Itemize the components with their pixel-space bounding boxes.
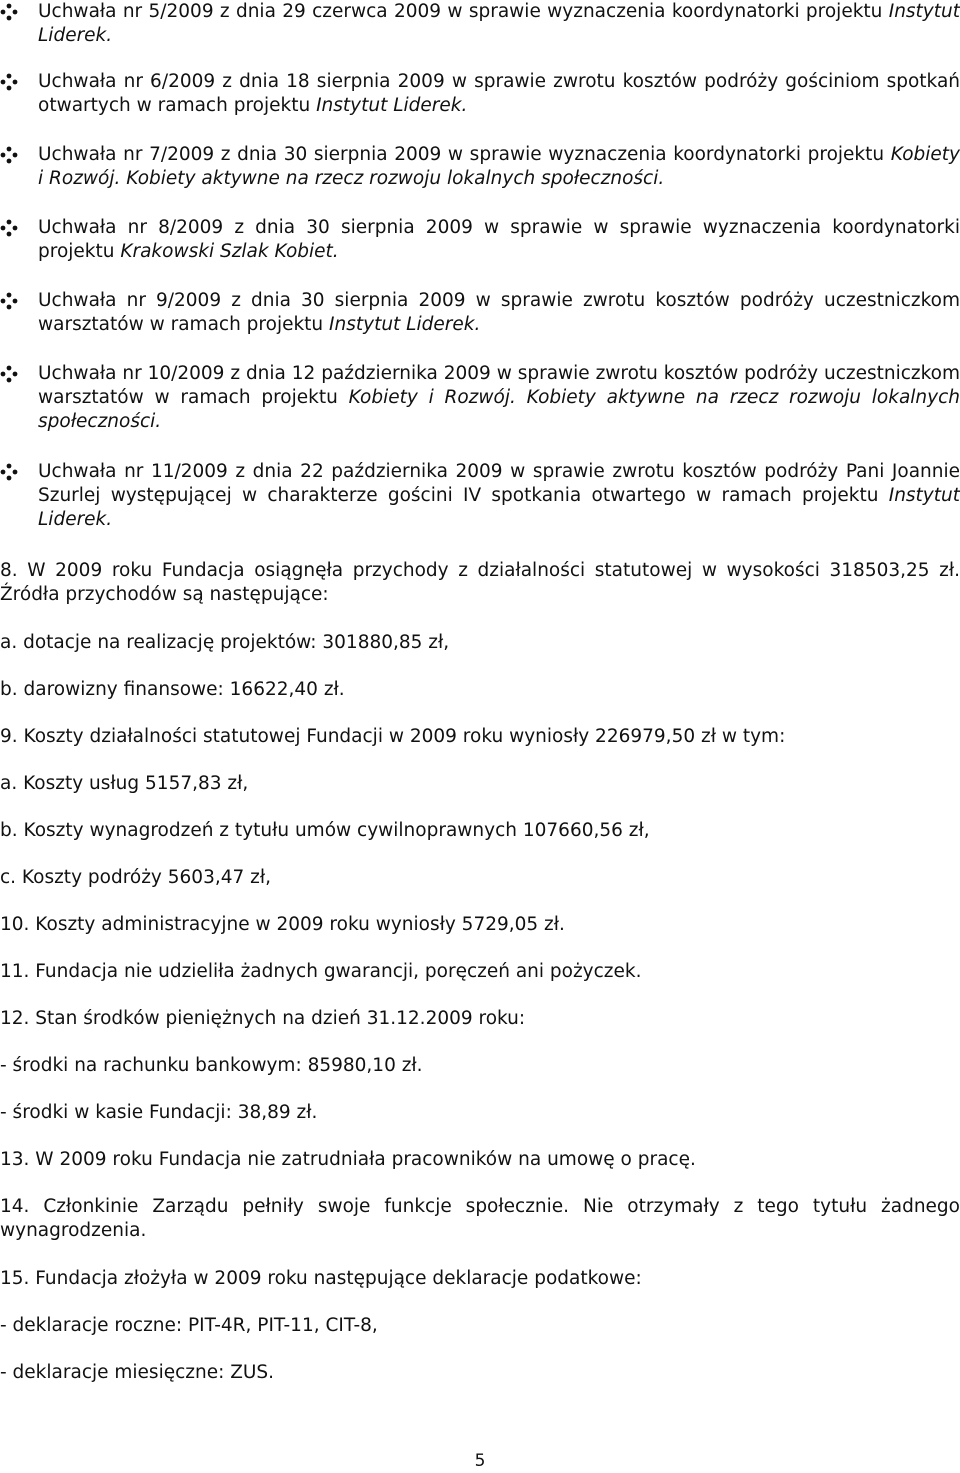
list-item-bank-account: - środki na rachunku bankowym: 85980,10 zł. xyxy=(0,1055,423,1076)
list-item-travel-cost: c. Koszty podróży 5603,47 zł, xyxy=(0,867,271,888)
diamond-dots-icon xyxy=(0,365,18,383)
paragraph-revenue: 8. W 2009 roku Fundacja osiągnęła przychody z działalności statutowej w wysokości 318503,25 zł. Źródła przychodów są następujące: xyxy=(0,560,960,605)
resolution-text: Uchwała nr 8/2009 z dnia 30 sierpnia 2009 w sprawie w sprawie wyznaczenia koordynatorki projektu xyxy=(38,217,960,262)
list-item-annual-declarations: - deklaracje roczne: PIT-4R, PIT-11, CIT-8, xyxy=(0,1315,378,1336)
diamond-dots-icon xyxy=(0,463,18,481)
resolution-text: Uchwała nr 11/2009 z dnia 22 października 2009 w sprawie zwrotu kosztów podróży Pani Joannie Szurlej występującej w charakterze gościni IV spotkania otwartego w ramach projektu xyxy=(38,461,960,506)
resolution-project: Kobiety i Rozwój. Kobiety aktywne na rzecz rozwoju lokalnych społeczności. xyxy=(38,144,960,189)
diamond-dots-icon xyxy=(0,219,18,237)
resolution-project: Instytut Liderek. xyxy=(316,95,468,116)
resolution-text: Uchwała nr 7/2009 z dnia 30 sierpnia 2009 w sprawie wyznaczenia koordynatorki projektu xyxy=(38,144,891,165)
resolution-project: Instytut Liderek. xyxy=(329,314,481,335)
list-item-grants: a. dotacje na realizację projektów: 301880,85 zł, xyxy=(0,632,450,653)
diamond-dots-icon xyxy=(0,3,18,21)
resolution-project: Instytut Liderek. xyxy=(38,485,960,530)
paragraph-admin-costs: 10. Koszty administracyjne w 2009 roku wyniosły 5729,05 zł. xyxy=(0,914,565,935)
list-item-cash-desk: - środki w kasie Fundacji: 38,89 zł. xyxy=(0,1102,318,1123)
list-item-monthly-declarations: - deklaracje miesięczne: ZUS. xyxy=(0,1362,275,1383)
paragraph-costs: 9. Koszty działalności statutowej Fundacji w 2009 roku wyniosły 226979,50 zł w tym: xyxy=(0,726,786,747)
resolution-item xyxy=(0,143,960,191)
resolution-item xyxy=(0,460,960,532)
resolution-text: Uchwała nr 9/2009 z dnia 30 sierpnia 2009 w sprawie zwrotu kosztów podróży uczestniczkom warsztatów w ramach projektu xyxy=(38,290,960,335)
paragraph-board: 14. Członkinie Zarządu pełniły swoje funkcje społecznie. Nie otrzymały z tego tytułu żadnego wynagrodzenia. xyxy=(0,1196,960,1241)
resolution-text: Uchwała nr 6/2009 z dnia 18 sierpnia 2009 w sprawie zwrotu kosztów podróży gościniom spotkań otwartych w ramach projektu xyxy=(38,71,960,116)
resolution-item xyxy=(0,362,960,434)
resolution-text: Uchwała nr 5/2009 z dnia 29 czerwca 2009 w sprawie wyznaczenia koordynatorki projektu xyxy=(38,1,889,22)
resolution-project: Kobiety i Rozwój. Kobiety aktywne na rzecz rozwoju lokalnych społeczności. xyxy=(38,387,960,432)
resolution-text: Uchwała nr 10/2009 z dnia 12 października 2009 w sprawie zwrotu kosztów podróży uczestniczkom warsztatów w ramach projektu xyxy=(38,363,960,408)
diamond-dots-icon xyxy=(0,292,18,310)
resolution-project: Instytut Liderek. xyxy=(38,1,960,46)
list-item-salary-cost: b. Koszty wynagrodzeń z tytułu umów cywilnoprawnych 107660,56 zł, xyxy=(0,820,650,841)
page-number: 5 xyxy=(474,1451,486,1471)
resolution-item xyxy=(0,289,960,337)
resolution-project: Krakowski Szlak Kobiet. xyxy=(120,241,339,262)
diamond-dots-icon xyxy=(0,73,18,91)
list-item-services-cost: a. Koszty usług 5157,83 zł, xyxy=(0,773,249,794)
resolution-item xyxy=(0,216,960,264)
resolution-item xyxy=(0,70,960,118)
paragraph-employment: 13. W 2009 roku Fundacja nie zatrudniała pracowników na umowę o pracę. xyxy=(0,1149,696,1170)
paragraph-cash-state: 12. Stan środków pieniężnych na dzień 31.12.2009 roku: xyxy=(0,1008,526,1029)
diamond-dots-icon xyxy=(0,146,18,164)
resolution-item xyxy=(0,0,960,48)
list-item-donations: b. darowizny finansowe: 16622,40 zł. xyxy=(0,679,345,700)
paragraph-tax-declarations: 15. Fundacja złożyła w 2009 roku następujące deklaracje podatkowe: xyxy=(0,1268,642,1289)
paragraph-guarantees: 11. Fundacja nie udzieliła żadnych gwarancji, poręczeń ani pożyczek. xyxy=(0,961,642,982)
